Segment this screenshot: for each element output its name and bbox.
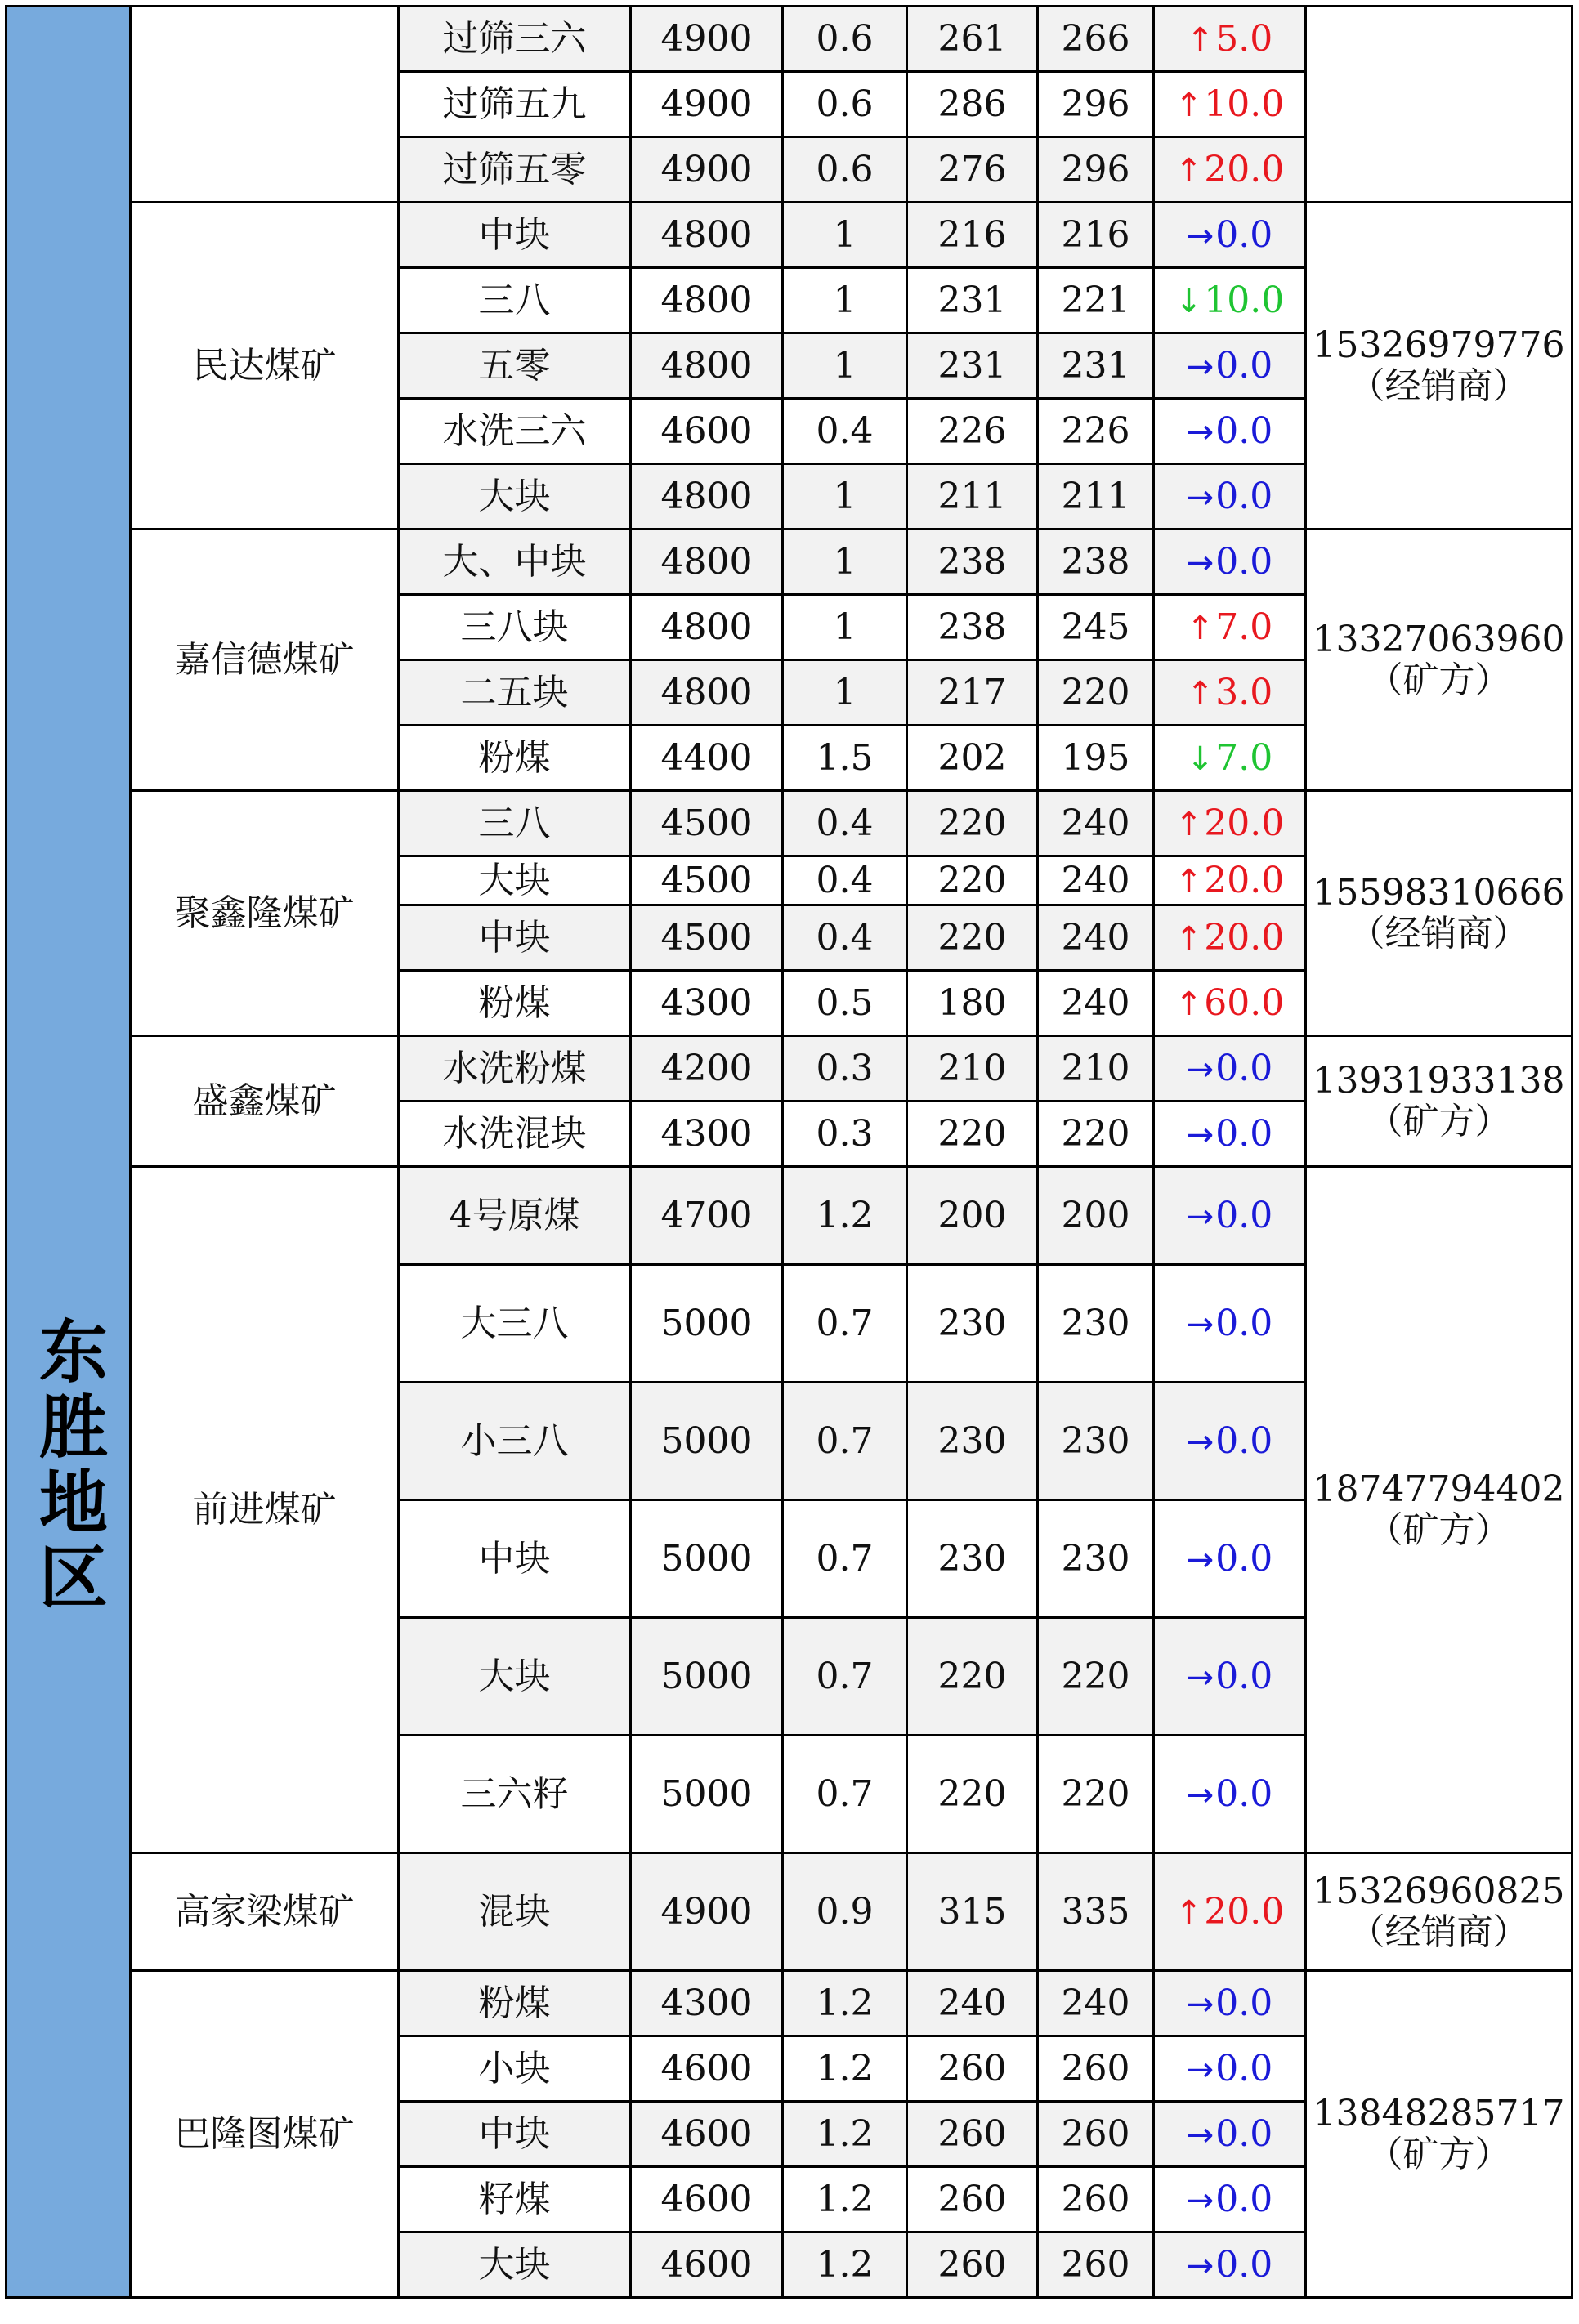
price-change [1154,1853,1306,1971]
current-price: 220 [1038,1618,1154,1736]
current-price: 200 [1038,1167,1154,1265]
arrow-up-icon: ↑ [1174,86,1203,124]
calorific-value: 4300 [631,1971,783,2036]
previous-price: 231 [907,268,1038,333]
price-change [1154,971,1306,1036]
price-change-value: 0.0 [1215,2047,1273,2089]
contact-role: （矿方） [1367,1100,1511,1142]
calorific-value: 5000 [631,1265,783,1383]
arrow-right-icon: → [1186,1197,1214,1236]
current-price: 220 [1038,1736,1154,1853]
sulfur-content: 0.3 [783,1102,907,1167]
mine-name: 高家梁煤矿 [131,1853,399,1971]
product-row [7,7,1572,72]
sulfur-content: 1 [783,530,907,595]
price-change [1154,791,1306,856]
sulfur-content: 0.7 [783,1383,907,1500]
previous-price: 220 [907,791,1038,856]
price-change-value: 0.0 [1215,409,1273,452]
sulfur-content: 0.9 [783,1853,907,1971]
calorific-value: 4800 [631,203,783,268]
current-price: 240 [1038,791,1154,856]
price-change-value: 10.0 [1204,279,1285,321]
current-price: 296 [1038,137,1154,203]
product-row [7,530,1572,595]
current-price: 238 [1038,530,1154,595]
sulfur-content: 0.6 [783,72,907,137]
calorific-value: 4900 [631,1853,783,1971]
arrow-right-icon: → [1186,1305,1214,1343]
previous-price: 276 [907,137,1038,203]
arrow-down-icon: ↓ [1186,740,1214,778]
product-name: 大、中块 [399,530,631,595]
price-change-value: 0.0 [1215,344,1273,387]
arrow-right-icon: → [1186,1050,1214,1088]
calorific-value: 4600 [631,2167,783,2232]
sulfur-content: 0.7 [783,1736,907,1853]
contact-cell [1306,791,1572,1036]
contact-phone: 15326979776 [1313,324,1565,367]
calorific-value: 4500 [631,791,783,856]
previous-price: 230 [907,1383,1038,1500]
sulfur-content: 1 [783,333,907,399]
sulfur-content: 1.2 [783,2232,907,2298]
product-row [7,1036,1572,1102]
product-name: 过筛五九 [399,72,631,137]
contact-phone: 13327063960 [1313,619,1565,661]
sulfur-content: 0.7 [783,1618,907,1736]
product-row [7,203,1572,268]
price-change-value: 0.0 [1215,1772,1273,1815]
contact-role: （经销商） [1349,1911,1529,1953]
contact-role: （经销商） [1349,364,1529,407]
arrow-right-icon: → [1186,543,1214,582]
contact-phone: 15598310666 [1313,872,1565,914]
current-price: 220 [1038,1102,1154,1167]
calorific-value: 4500 [631,905,783,971]
previous-price: 210 [907,1036,1038,1102]
price-change-value: 0.0 [1215,475,1273,517]
price-change [1154,1383,1306,1500]
mine-name: 巴隆图煤矿 [131,1971,399,2298]
sulfur-content: 0.6 [783,137,907,203]
price-change [1154,660,1306,726]
price-change-value: 0.0 [1215,540,1273,583]
calorific-value: 4200 [631,1036,783,1102]
previous-price: 226 [907,399,1038,464]
price-change-value: 0.0 [1215,1982,1273,2024]
price-change-value: 3.0 [1215,671,1273,713]
calorific-value: 4700 [631,1167,783,1265]
arrow-down-icon: ↓ [1174,282,1203,320]
sulfur-content: 0.4 [783,399,907,464]
previous-price: 180 [907,971,1038,1036]
price-change-value: 7.0 [1215,736,1273,779]
contact-phone: 13931933138 [1313,1060,1565,1102]
product-name: 三八块 [399,595,631,660]
current-price: 195 [1038,726,1154,791]
calorific-value: 4800 [631,268,783,333]
price-change-value: 0.0 [1215,1112,1273,1155]
product-name: 大三八 [399,1265,631,1383]
previous-price: 220 [907,1736,1038,1853]
product-name: 小块 [399,2036,631,2102]
calorific-value: 5000 [631,1618,783,1736]
arrow-up-icon: ↑ [1174,805,1203,843]
product-name: 中块 [399,2102,631,2167]
product-name: 粉煤 [399,971,631,1036]
arrow-right-icon: → [1186,1776,1214,1814]
mine-name [131,7,399,203]
product-row [7,1167,1572,1265]
previous-price: 238 [907,595,1038,660]
sulfur-content: 0.4 [783,791,907,856]
product-name: 中块 [399,203,631,268]
calorific-value: 4300 [631,971,783,1036]
current-price: 226 [1038,399,1154,464]
contact-cell [1306,1167,1572,1853]
product-name: 大块 [399,2232,631,2298]
calorific-value: 4500 [631,856,783,905]
product-name: 籽煤 [399,2167,631,2232]
previous-price: 220 [907,1102,1038,1167]
arrow-right-icon: → [1186,478,1214,516]
arrow-right-icon: → [1186,1658,1214,1696]
price-change [1154,1736,1306,1853]
price-change-value: 0.0 [1215,1047,1273,1089]
price-change [1154,856,1306,905]
previous-price: 200 [907,1167,1038,1265]
price-change-value: 20.0 [1204,1890,1285,1933]
price-change-value: 0.0 [1215,1302,1273,1344]
region-name: 东胜地区 [28,1316,109,1617]
price-change [1154,137,1306,203]
sulfur-content: 0.6 [783,7,907,72]
price-change-value: 20.0 [1204,148,1285,190]
arrow-right-icon: → [1186,413,1214,451]
mine-name: 聚鑫隆煤矿 [131,791,399,1036]
price-change-value: 7.0 [1215,606,1273,648]
contact-cell [1306,7,1572,203]
calorific-value: 4600 [631,2036,783,2102]
price-change [1154,530,1306,595]
current-price: 210 [1038,1036,1154,1102]
current-price: 220 [1038,660,1154,726]
contact-role: （矿方） [1367,659,1511,701]
product-row [7,1853,1572,1971]
arrow-right-icon: → [1186,1115,1214,1154]
sulfur-content: 1.2 [783,2036,907,2102]
price-change [1154,203,1306,268]
current-price: 230 [1038,1383,1154,1500]
arrow-up-icon: ↑ [1186,20,1214,59]
arrow-right-icon: → [1186,347,1214,386]
price-change [1154,464,1306,530]
sulfur-content: 1.5 [783,726,907,791]
previous-price: 260 [907,2036,1038,2102]
arrow-up-icon: ↑ [1174,985,1203,1023]
contact-role: （矿方） [1367,1508,1511,1551]
arrow-up-icon: ↑ [1186,674,1214,713]
current-price: 231 [1038,333,1154,399]
price-change [1154,399,1306,464]
product-name: 粉煤 [399,1971,631,2036]
product-name: 中块 [399,905,631,971]
current-price: 296 [1038,72,1154,137]
previous-price: 220 [907,856,1038,905]
calorific-value: 4900 [631,7,783,72]
current-price: 260 [1038,2102,1154,2167]
price-change [1154,2232,1306,2298]
mine-name: 盛鑫煤矿 [131,1036,399,1167]
previous-price: 238 [907,530,1038,595]
product-name: 过筛三六 [399,7,631,72]
current-price: 335 [1038,1853,1154,1971]
price-change [1154,726,1306,791]
price-change [1154,595,1306,660]
previous-price: 220 [907,905,1038,971]
calorific-value: 4800 [631,595,783,660]
arrow-right-icon: → [1186,1985,1214,2023]
product-name: 4号原煤 [399,1167,631,1265]
product-name: 大块 [399,1618,631,1736]
contact-cell [1306,530,1572,791]
sulfur-content: 1 [783,464,907,530]
previous-price: 240 [907,1971,1038,2036]
product-name: 水洗三六 [399,399,631,464]
sulfur-content: 1 [783,203,907,268]
arrow-right-icon: → [1186,2181,1214,2219]
price-change [1154,72,1306,137]
previous-price: 260 [907,2232,1038,2298]
sulfur-content: 0.4 [783,856,907,905]
current-price: 240 [1038,1971,1154,2036]
current-price: 230 [1038,1265,1154,1383]
arrow-right-icon: → [1186,2050,1214,2089]
price-change-value: 0.0 [1215,1194,1273,1236]
product-name: 水洗粉煤 [399,1036,631,1102]
contact-cell [1306,1036,1572,1167]
product-name: 粉煤 [399,726,631,791]
contact-role: （矿方） [1367,2133,1511,2175]
calorific-value: 4800 [631,530,783,595]
product-name: 小三八 [399,1383,631,1500]
price-change [1154,2036,1306,2102]
arrow-right-icon: → [1186,2246,1214,2285]
price-change-value: 0.0 [1215,2243,1273,2286]
arrow-up-icon: ↑ [1186,609,1214,647]
sulfur-content: 1.2 [783,1167,907,1265]
contact-phone: 15326960825 [1313,1870,1565,1913]
sulfur-content: 0.7 [783,1265,907,1383]
sulfur-content: 1.2 [783,1971,907,2036]
price-change-value: 0.0 [1215,2178,1273,2220]
price-change-value: 20.0 [1204,916,1285,959]
contact-phone: 18747794402 [1313,1468,1565,1511]
previous-price: 220 [907,1618,1038,1736]
product-name: 三八 [399,791,631,856]
arrow-up-icon: ↑ [1174,919,1203,958]
price-change-value: 60.0 [1204,981,1285,1024]
price-change-value: 10.0 [1204,83,1285,125]
price-change-value: 0.0 [1215,1655,1273,1697]
calorific-value: 4600 [631,399,783,464]
current-price: 230 [1038,1500,1154,1618]
product-name: 三六籽 [399,1736,631,1853]
price-change [1154,1500,1306,1618]
sulfur-content: 0.5 [783,971,907,1036]
sulfur-content: 0.3 [783,1036,907,1102]
price-change [1154,1265,1306,1383]
current-price: 240 [1038,856,1154,905]
mine-name: 民达煤矿 [131,203,399,530]
price-change [1154,905,1306,971]
arrow-right-icon: → [1186,217,1214,255]
mine-name: 嘉信德煤矿 [131,530,399,791]
product-name: 二五块 [399,660,631,726]
sulfur-content: 0.4 [783,905,907,971]
previous-price: 230 [907,1265,1038,1383]
price-change-value: 0.0 [1215,1537,1273,1580]
calorific-value: 4800 [631,660,783,726]
price-change-value: 20.0 [1204,802,1285,844]
contact-cell [1306,203,1572,530]
product-name: 过筛五零 [399,137,631,203]
contact-cell [1306,1853,1572,1971]
previous-price: 315 [907,1853,1038,1971]
coal-price-table [5,5,1573,2299]
product-name: 水洗混块 [399,1102,631,1167]
previous-price: 217 [907,660,1038,726]
calorific-value: 4600 [631,2102,783,2167]
arrow-up-icon: ↑ [1174,1893,1203,1932]
product-name: 中块 [399,1500,631,1618]
calorific-value: 4400 [631,726,783,791]
contact-role: （经销商） [1349,912,1529,954]
price-change [1154,2102,1306,2167]
calorific-value: 5000 [631,1500,783,1618]
contact-cell [1306,1971,1572,2298]
previous-price: 231 [907,333,1038,399]
price-change [1154,1971,1306,2036]
product-row [7,1971,1572,2036]
price-change-value: 0.0 [1215,213,1273,256]
sulfur-content: 1.2 [783,2102,907,2167]
current-price: 240 [1038,905,1154,971]
current-price: 260 [1038,2036,1154,2102]
price-change-value: 0.0 [1215,1419,1273,1462]
current-price: 240 [1038,971,1154,1036]
price-change [1154,7,1306,72]
calorific-value: 5000 [631,1383,783,1500]
arrow-up-icon: ↑ [1174,151,1203,190]
product-name: 大块 [399,856,631,905]
product-name: 三八 [399,268,631,333]
calorific-value: 5000 [631,1736,783,1853]
sulfur-content: 0.7 [783,1500,907,1618]
previous-price: 211 [907,464,1038,530]
calorific-value: 4900 [631,72,783,137]
contact-phone: 13848285717 [1313,2093,1565,2135]
arrow-right-icon: → [1186,2116,1214,2154]
current-price: 260 [1038,2167,1154,2232]
price-change-value: 5.0 [1215,17,1273,60]
current-price: 216 [1038,203,1154,268]
arrow-right-icon: → [1186,1540,1214,1579]
current-price: 266 [1038,7,1154,72]
calorific-value: 4600 [631,2232,783,2298]
previous-price: 261 [907,7,1038,72]
product-row [7,791,1572,856]
previous-price: 260 [907,2167,1038,2232]
previous-price: 286 [907,72,1038,137]
calorific-value: 4900 [631,137,783,203]
calorific-value: 4800 [631,464,783,530]
arrow-up-icon: ↑ [1174,862,1203,901]
sulfur-content: 1 [783,268,907,333]
calorific-value: 4300 [631,1102,783,1167]
price-change-value: 20.0 [1204,859,1285,901]
sulfur-content: 1 [783,660,907,726]
previous-price: 216 [907,203,1038,268]
mine-name: 前进煤矿 [131,1167,399,1853]
previous-price: 230 [907,1500,1038,1618]
product-name: 大块 [399,464,631,530]
sulfur-content: 1.2 [783,2167,907,2232]
sulfur-content: 1 [783,595,907,660]
price-change [1154,1036,1306,1102]
previous-price: 260 [907,2102,1038,2167]
product-name: 五零 [399,333,631,399]
current-price: 211 [1038,464,1154,530]
arrow-right-icon: → [1186,1423,1214,1461]
current-price: 260 [1038,2232,1154,2298]
product-name: 混块 [399,1853,631,1971]
calorific-value: 4800 [631,333,783,399]
price-change [1154,1102,1306,1167]
region-cell [7,7,131,2298]
current-price: 245 [1038,595,1154,660]
price-change [1154,1618,1306,1736]
previous-price: 202 [907,726,1038,791]
price-change [1154,1167,1306,1265]
current-price: 221 [1038,268,1154,333]
price-change [1154,2167,1306,2232]
price-change [1154,268,1306,333]
price-change [1154,333,1306,399]
price-change-value: 0.0 [1215,2112,1273,2155]
